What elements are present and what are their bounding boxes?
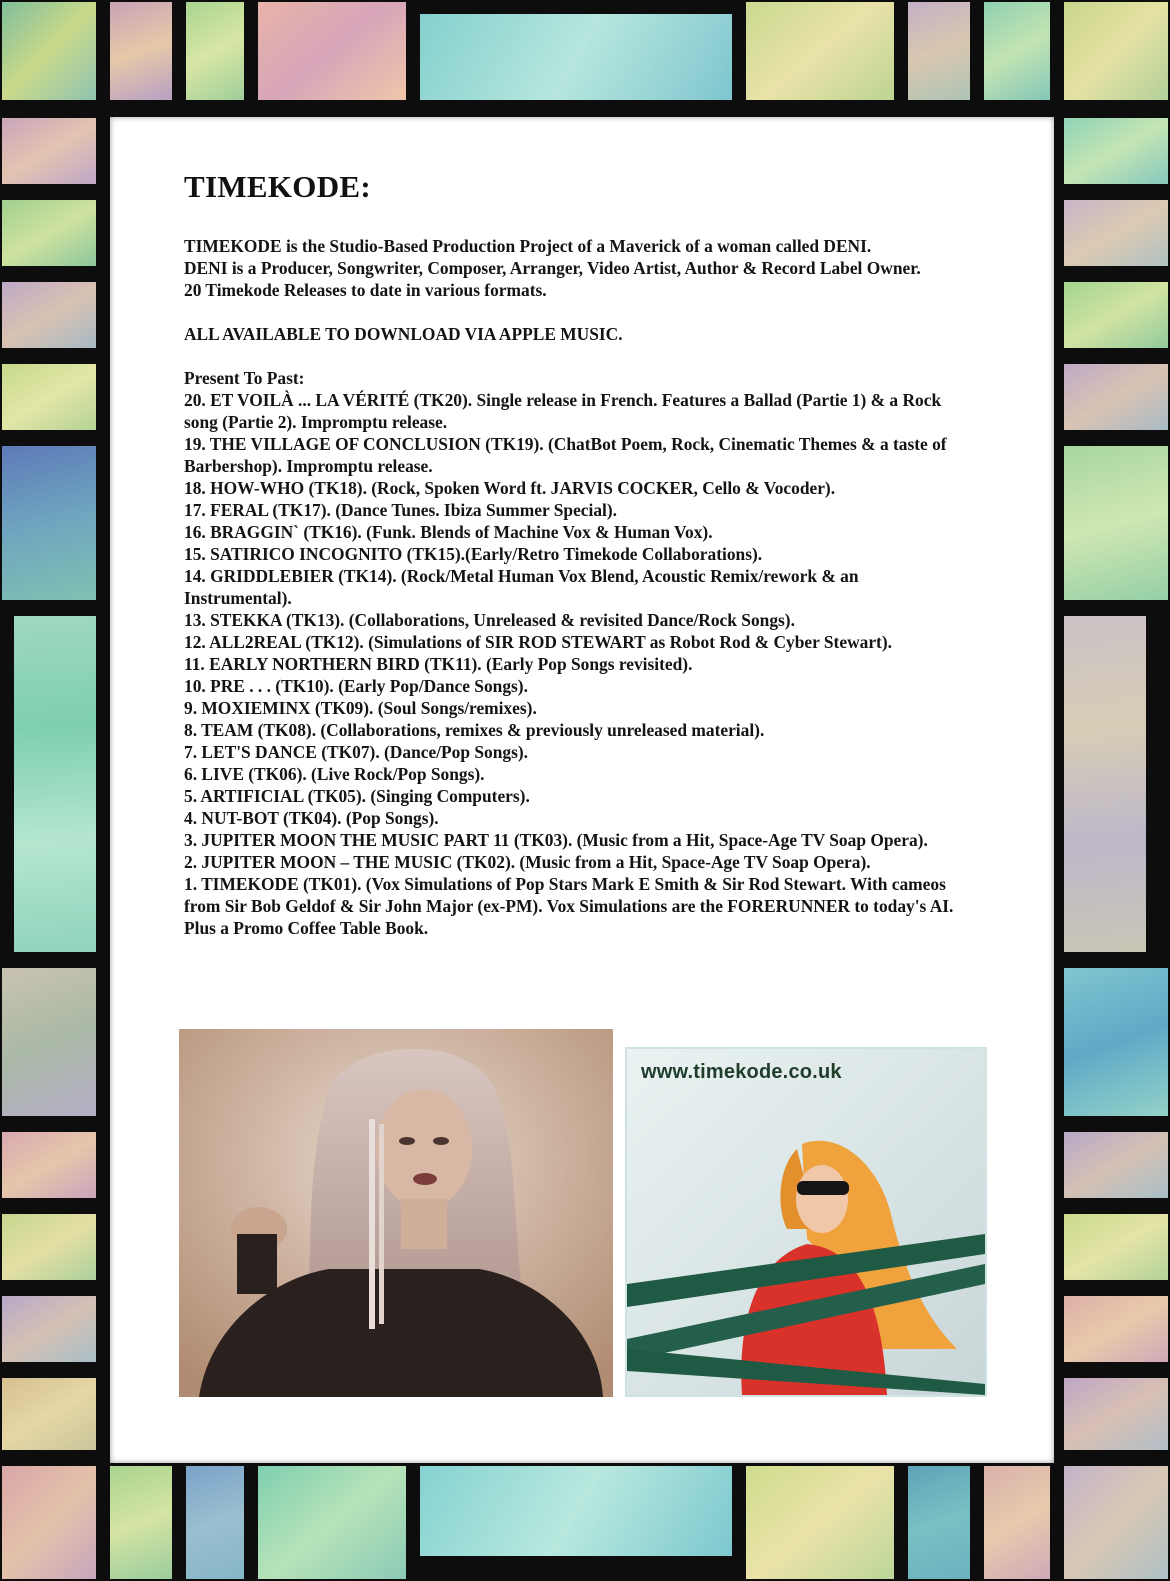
body-text	[184, 235, 964, 939]
glass-tile	[14, 616, 96, 952]
release-item: 8. TEAM (TK08). (Collaborations, remixes & previously unreleased material).	[184, 720, 765, 740]
glass-tile	[2, 118, 96, 184]
release-item: 10. PRE . . . (TK10). (Early Pop/Dance Songs).	[184, 676, 528, 696]
glass-tile	[186, 2, 244, 100]
release-item: 17. FERAL (TK17). (Dance Tunes. Ibiza Summer Special).	[184, 500, 618, 520]
glass-tile	[2, 200, 96, 266]
release-item: 16. BRAGGIN` (TK16). (Funk. Blends of Machine Vox & Human Vox).	[184, 522, 713, 542]
glass-tile	[2, 2, 96, 100]
glass-tile	[1064, 446, 1168, 600]
glass-tile	[746, 2, 894, 100]
glass-tile	[1064, 1132, 1168, 1198]
glass-tile	[1064, 616, 1146, 952]
release-item: 4. NUT-BOT (TK04). (Pop Songs).	[184, 808, 439, 828]
page-title: TIMEKODE:	[184, 169, 371, 204]
glass-tile	[2, 968, 96, 1116]
list-heading: Present To Past:	[184, 368, 305, 388]
glass-tile	[420, 14, 732, 100]
release-item: 15. SATIRICO INCOGNITO (TK15).(Early/Retro Timekode Collaborations).	[184, 544, 763, 564]
glass-tile	[1064, 282, 1168, 348]
glass-tile	[1064, 1296, 1168, 1362]
release-item: 9. MOXIEMINX (TK09). (Soul Songs/remixes).	[184, 698, 537, 718]
glass-tile	[2, 1378, 96, 1450]
release-item: 12. ALL2REAL (TK12). (Simulations of SIR ROD STEWART as Robot Rod & Cyber Stewart).	[184, 632, 892, 652]
glass-tile	[110, 1466, 172, 1579]
release-item: 20. ET VOILÀ ... LA VÉRITÉ (TK20). Single release in French. Features a Ballad (Partie 1) & a Rock song (Partie 2). Impromptu release.	[184, 390, 942, 432]
release-item: 13. STEKKA (TK13). (Collaborations, Unreleased & revisited Dance/Rock Songs).	[184, 610, 795, 630]
release-item: 2. JUPITER MOON – THE MUSIC (TK02). (Music from a Hit, Space-Age TV Soap Opera).	[184, 852, 871, 872]
release-item: 3. JUPITER MOON THE MUSIC PART 11 (TK03). (Music from a Hit, Space-Age TV Soap Opera).	[184, 830, 928, 850]
glass-tile	[2, 364, 96, 430]
intro-line: TIMEKODE is the Studio-Based Production Project of a Maverick of a woman called DENI.	[184, 236, 872, 256]
glass-tile	[2, 1214, 96, 1280]
glass-tile	[2, 446, 96, 600]
availability-note: ALL AVAILABLE TO DOWNLOAD VIA APPLE MUSIC.	[184, 324, 623, 344]
glass-tile	[1064, 1214, 1168, 1280]
glass-tile	[984, 1466, 1050, 1579]
release-item: 18. HOW-WHO (TK18). (Rock, Spoken Word ft. JARVIS COCKER, Cello & Vocoder).	[184, 478, 836, 498]
glass-tile	[1064, 200, 1168, 266]
release-item: 14. GRIDDLEBIER (TK14). (Rock/Metal Human Vox Blend, Acoustic Remix/rework & an Instrumental).	[184, 566, 859, 608]
release-item: 19. THE VILLAGE OF CONCLUSION (TK19). (ChatBot Poem, Rock, Cinematic Themes & a taste of Barbershop). Impromptu release.	[184, 434, 947, 476]
glass-tile	[110, 2, 172, 100]
glass-tile	[186, 1466, 244, 1579]
intro-line: DENI is a Producer, Songwriter, Composer, Arranger, Video Artist, Author & Record Label Owner.	[184, 258, 921, 278]
glass-tile	[1064, 1378, 1168, 1450]
glass-tile	[420, 1466, 732, 1556]
glass-tile	[908, 1466, 970, 1579]
release-item: 6. LIVE (TK06). (Live Rock/Pop Songs).	[184, 764, 485, 784]
release-item: 1. TIMEKODE (TK01). (Vox Simulations of Pop Stars Mark E Smith & Sir Rod Stewart. With cameos from Sir Bob Geldof & Sir John Major (ex-PM). Vox Simulations are the FORERUNNER to today's AI. Plus a Promo Coffee Table Book.	[184, 874, 954, 938]
glass-tile	[258, 2, 406, 100]
glass-tile	[1064, 1466, 1168, 1579]
glass-tile	[1064, 2, 1168, 100]
glass-tile	[746, 1466, 894, 1579]
release-item: 5. ARTIFICIAL (TK05). (Singing Computers).	[184, 786, 530, 806]
glass-tile	[2, 1466, 96, 1579]
glass-tile	[2, 282, 96, 348]
glass-tile	[258, 1466, 406, 1579]
release-item: 11. EARLY NORTHERN BIRD (TK11). (Early Pop Songs revisited).	[184, 654, 693, 674]
intro-line: 20 Timekode Releases to date in various formats.	[184, 280, 547, 300]
cover-website-url: www.timekode.co.uk	[641, 1061, 842, 1083]
glass-tile	[1064, 364, 1168, 430]
glass-tile	[2, 1296, 96, 1362]
glass-tile	[984, 2, 1050, 100]
glass-tile	[1064, 118, 1168, 184]
portrait-photo	[179, 1029, 613, 1397]
release-item: 7. LET'S DANCE (TK07). (Dance/Pop Songs).	[184, 742, 528, 762]
glass-tile	[2, 1132, 96, 1198]
album-cover-photo	[625, 1047, 987, 1397]
glass-tile	[1064, 968, 1168, 1116]
glass-tile	[908, 2, 970, 100]
content-panel	[110, 117, 1054, 1463]
